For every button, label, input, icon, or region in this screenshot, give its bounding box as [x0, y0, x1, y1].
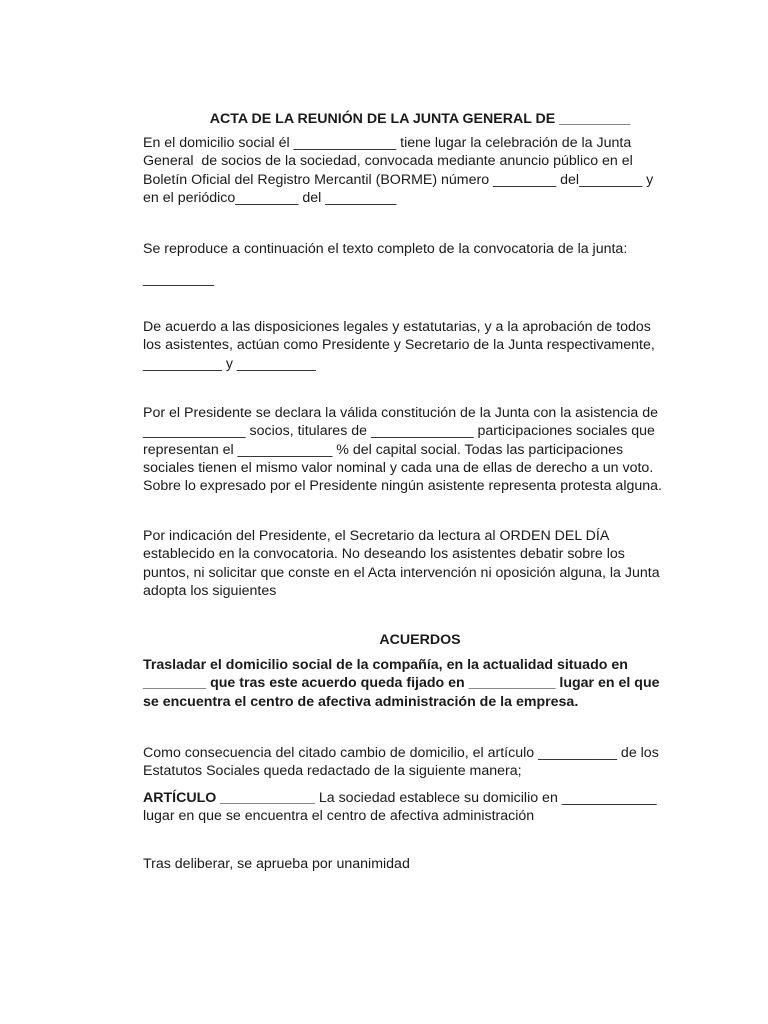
paragraph-presidente-secretario: De acuerdo a las disposiciones legales y estatutarias, y a la aprobación de todos los asistentes, actúan como Presidente y Secretario de la Junta respectivamente, __________ y __________ [143, 319, 655, 372]
paragraph-domicilio: En el domicilio social él _____________ tiene lugar la celebración de la Junta General de socios de la sociedad, convocada mediante anuncio público en el Boletín Oficial del Registro Mercantil (BORME) número ________ del________ y en el periódico________ del _________ [143, 135, 654, 206]
paragraph-constitucion: Por el Presidente se declara la válida constitución de la Junta con la asistencia de _____________ socios, titulares de _____________ participaciones sociales que representan el ____________ % del capital social. Todas las participaciones sociales tienen el mismo valor nominal y cada una de ellas de derecho a un voto. Sobre lo expresado por el Presidente ningún asistente representa protesta alguna. [143, 405, 662, 495]
paragraph-aprobacion: Tras deliberar, se aprueba por unanimidad [143, 856, 410, 872]
articulo-text: La sociedad establece su domicilio en ____________ lugar en que se encuentra el centro de afectiva administración [143, 790, 657, 825]
paragraph-convocatoria: Se reproduce a continuación el texto completo de la convocatoria de la junta: [143, 241, 628, 257]
paragraph-acuerdo-traslado: Trasladar el domicilio social de la compañía, en la actualidad situado en ________ que tras este acuerdo queda fijado en ___________ lugar en el que se encuentra el centro de afectiva administración de la empresa. [143, 657, 660, 710]
paragraph-articulo-redaccion [143, 789, 703, 826]
paragraph-orden-del-dia: Por indicación del Presidente, el Secretario da lectura al ORDEN DEL DÍA establecido en la convocatoria. No deseando los asistentes debatir sobre los puntos, ni solicitar que conste en el Acta intervención ni oposición alguna, la Junta adopta los siguientes [143, 528, 660, 599]
document-title: ACTA DE LA REUNIÓN DE LA JUNTA GENERAL DE _________ [209, 111, 631, 127]
paragraph-articulo-estatutos: Como consecuencia del citado cambio de domicilio, el artículo __________ de los Estatutos Sociales queda redactado de la siguiente manera; [143, 745, 659, 780]
articulo-label: ARTÍCULO ____________ [143, 790, 315, 806]
section-heading-acuerdos: ACUERDOS [379, 632, 461, 648]
paragraph-convocatoria-blank: _________ [143, 271, 215, 287]
